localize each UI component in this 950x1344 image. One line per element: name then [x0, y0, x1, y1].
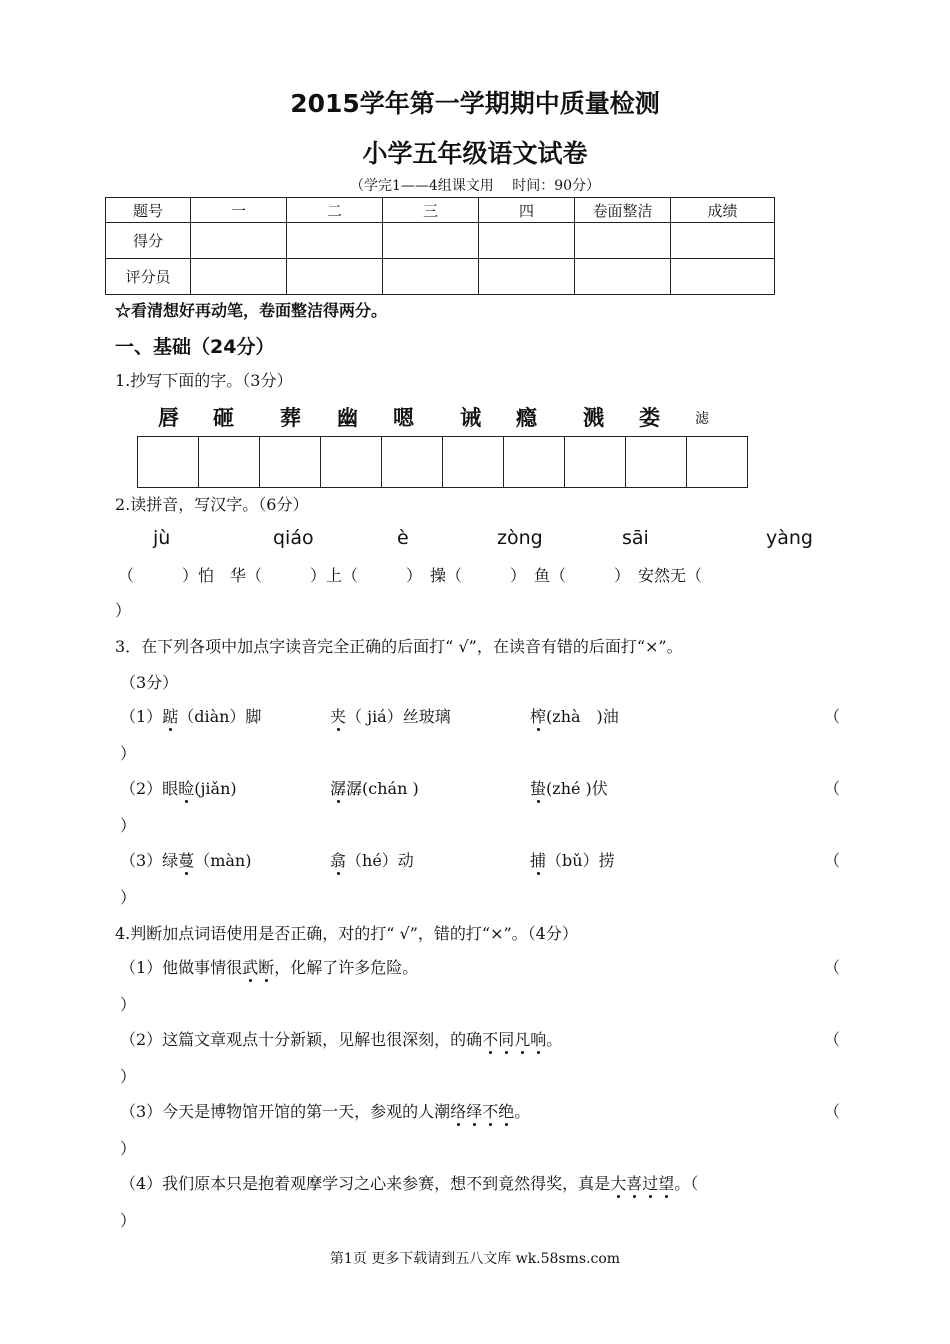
question-2-prompt: 2.读拼音，写汉字。（6分）: [115, 495, 309, 514]
dotted-char: 断: [258, 958, 275, 977]
pinyin: yàng: [766, 527, 813, 549]
copy-char: 瘾: [516, 405, 537, 430]
score-table-header: [106, 198, 775, 223]
writing-box[interactable]: [260, 437, 321, 487]
score-cell: [287, 223, 383, 259]
table-header-cell: 成绩: [671, 198, 775, 223]
answer-open-paren: （: [824, 851, 841, 870]
dotted-char: 大: [610, 1174, 627, 1193]
writing-box[interactable]: [504, 437, 565, 487]
dotted-word: [610, 1174, 674, 1193]
pinyin: qiáo: [273, 527, 314, 549]
grader-row: [106, 259, 775, 295]
dotted-char: 同: [498, 1030, 515, 1049]
dotted-char: 不: [482, 1030, 499, 1049]
dotted-word: [242, 958, 274, 977]
answer-close-paren: ）: [120, 995, 137, 1014]
q3-item-1b: 夹（ jiá）丝玻璃: [330, 707, 451, 726]
dotted-char: 不: [482, 1102, 499, 1121]
table-header-cell: 题号: [106, 198, 191, 223]
row-label: 评分员: [106, 259, 191, 295]
grader-cell: [671, 259, 775, 295]
answer-open-paren: （: [824, 1030, 841, 1049]
question-4-prompt: 4.判断加点词语使用是否正确，对的打“ √”，错的打“×”。（4分）: [115, 924, 578, 943]
table-header-cell: 二: [287, 198, 383, 223]
pinyin: jù: [153, 527, 171, 549]
grader-cell: [575, 259, 671, 295]
copy-char: 娄: [639, 405, 660, 430]
writing-box[interactable]: [138, 437, 199, 487]
dotted-char: 络: [450, 1102, 467, 1121]
dotted-char: 过: [642, 1174, 659, 1193]
grader-cell: [383, 259, 479, 295]
answer-close-paren: ）: [120, 1139, 137, 1158]
exam-title: 2015学年第一学期期中质量检测: [290, 89, 660, 118]
exam-scope-time: （学完1——4组课文用 时间：90分）: [349, 178, 601, 194]
answer-close-paren: ）: [120, 888, 137, 907]
copy-char: 砸: [213, 405, 234, 430]
q3-item-3a: （3）绿蔓（màn): [120, 851, 252, 870]
answer-open-paren: （: [824, 707, 841, 726]
q3-item-1a: （1）踮（diàn）脚: [120, 707, 262, 726]
dotted-char: 绝: [498, 1102, 515, 1121]
writing-box[interactable]: [626, 437, 687, 487]
score-cell: [575, 223, 671, 259]
q3-item-3c: 捕（bǔ）捞: [530, 851, 615, 870]
table-header-cell: 卷面整洁: [575, 198, 671, 223]
copy-char: 诫: [460, 405, 481, 430]
copy-char: 嗯: [393, 405, 414, 430]
question-3-prompt: 3．在下列各项中加点字读音完全正确的后面打“ √”，在读音有错的后面打“×”。: [115, 637, 683, 656]
score-cell: [479, 223, 575, 259]
dotted-char: 喜: [626, 1174, 643, 1193]
answer-close-paren: ）: [120, 1067, 137, 1086]
copy-char: 葬: [280, 405, 301, 430]
dotted-word: [450, 1102, 514, 1121]
table-header-cell: 三: [383, 198, 479, 223]
q4-item: （3）今天是博物馆开馆的第一天，参观的人潮络绎不绝。: [120, 1102, 531, 1121]
answer-close-paren: ）: [120, 1211, 137, 1230]
pinyin: zòng: [497, 527, 543, 549]
writing-box[interactable]: [443, 437, 504, 487]
copy-char-small: 滤: [695, 411, 709, 427]
q4-item: （4）我们原本只是抱着观摩学习之心来参赛，想不到竟然得奖，真是大喜过望。（: [120, 1174, 699, 1193]
dotted-char: 望: [658, 1174, 675, 1193]
dotted-char: 绎: [466, 1102, 483, 1121]
page-footer: 第1页 更多下载请到五八文库 wk.58sms.com: [329, 1251, 621, 1267]
dotted-char: 响: [530, 1030, 547, 1049]
writing-box[interactable]: [321, 437, 382, 487]
grader-cell: [191, 259, 287, 295]
close-paren: ）: [115, 601, 132, 620]
exam-subtitle: 小学五年级语文试卷: [362, 139, 588, 168]
q3-item-1c: 榨(zhà )油: [530, 707, 619, 726]
grader-cell: [479, 259, 575, 295]
instruction-note: ☆看清想好再动笔，卷面整洁得两分。: [115, 301, 388, 320]
q3-item-3b: 翕（hé）动: [330, 851, 414, 870]
row-label: 得分: [106, 223, 191, 259]
section-title: 一、基础（24分）: [115, 336, 275, 358]
answer-close-paren: ）: [120, 816, 137, 835]
writing-grid: [137, 436, 748, 488]
question-3-points: （3分）: [120, 673, 179, 692]
grader-cell: [287, 259, 383, 295]
writing-box[interactable]: [565, 437, 626, 487]
table-header-cell: 四: [479, 198, 575, 223]
dotted-word: [482, 1030, 546, 1049]
answer-open-paren: （: [824, 958, 841, 977]
score-row: [106, 223, 775, 259]
copy-char: 溅: [583, 405, 604, 430]
q3-item-2a: （2）眼睑(jiǎn): [120, 779, 237, 798]
writing-box[interactable]: [382, 437, 443, 487]
q4-item: （1）他做事情很武断，化解了许多危险。: [120, 958, 419, 977]
dotted-char: 凡: [514, 1030, 531, 1049]
table-header-cell: 一: [191, 198, 287, 223]
copy-char: 幽: [337, 405, 358, 430]
answer-open-paren: （: [824, 779, 841, 798]
score-cell: [671, 223, 775, 259]
score-cell: [383, 223, 479, 259]
score-table: [105, 197, 775, 295]
writing-box[interactable]: [687, 437, 747, 487]
pinyin: sāi: [622, 527, 649, 549]
score-cell: [191, 223, 287, 259]
q4-item: （2）这篇文章观点十分新颖，见解也很深刻，的确不同凡响。: [120, 1030, 563, 1049]
q3-item-2b: 潺潺(chán ): [330, 779, 419, 798]
writing-box[interactable]: [199, 437, 260, 487]
q3-item-2c: 蛰(zhé )伏: [530, 779, 608, 798]
answer-open-paren: （: [824, 1102, 841, 1121]
dotted-char: 武: [242, 958, 259, 977]
answer-close-paren: ）: [120, 744, 137, 763]
copy-char: 唇: [158, 405, 179, 430]
question-2-blanks: （ ）怕 华（ ）上（ ） 操（ ） 鱼（ ） 安然无（: [118, 566, 703, 585]
pinyin: è: [397, 527, 409, 549]
question-1-prompt: 1.抄写下面的字。（3分）: [115, 371, 293, 390]
